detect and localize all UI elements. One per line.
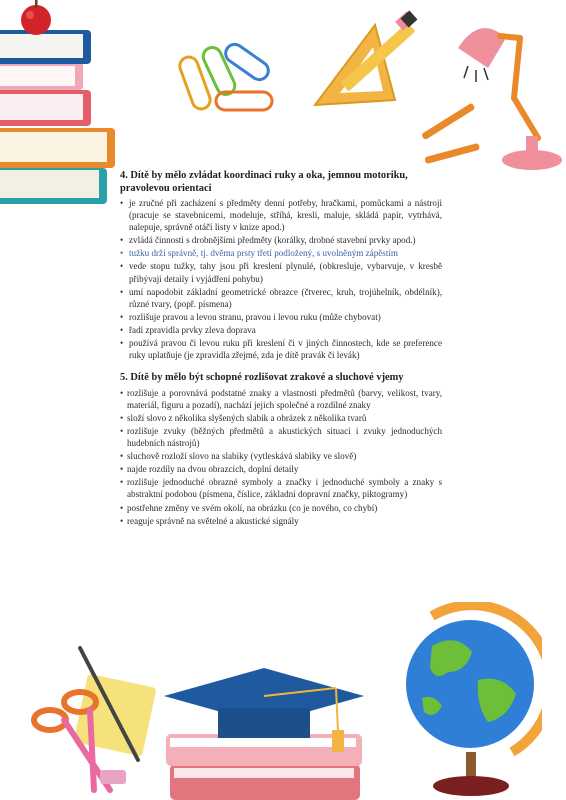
list-item: • používá pravou či levou ruku při kreslení či v jiných činnostech, kde se preference ruky uplatňuje (je zpravidla zřejmé, zda je dítě pravák či levák): [120, 337, 442, 361]
ruler-pencil-illustration: [305, 5, 430, 115]
main-content: [120, 170, 442, 528]
list-item: • postřehne změny ve svém okolí, na obrázku (co je nového, co chybí): [120, 502, 442, 514]
list-item: • rozlišuje jednoduché obrazné symboly a značky i jednoduché symboly a znaky s abstraktní podobou (písmena, číslice, základní dopravní značky, piktogramy): [120, 476, 442, 500]
bullet-list: [120, 197, 442, 361]
section-heading: 4. Dítě by mělo zvládat koordinaci ruky a oka, jemnou motoriku, pravolevou orientaci: [120, 170, 408, 194]
list-item: • řadí zpravidla prvky zleva doprava: [120, 324, 442, 336]
list-item: • rozlišuje pravou a levou stranu, pravou i levou ruku (může chybovat): [120, 311, 442, 323]
list-item: • reaguje správně na světelné a akustické signály: [120, 515, 442, 527]
desk-lamp-illustration: [418, 8, 566, 178]
list-item: • složí slovo z několika slyšených slabik a obrázek z několika tvarů: [120, 412, 442, 424]
section-heading: 5. Dítě by mělo být schopné rozlišovat zrakové a sluchové vjemy: [120, 372, 404, 384]
list-item: • sluchově rozloží slovo na slabiky (vytleskává slabiky ve slově): [120, 450, 442, 462]
list-item: • umí napodobit základní geometrické obrazce (čtverec, kruh, trojúhelník, obdélník), různé tvary, (popř. písmena): [120, 286, 442, 310]
bullet-list: [120, 387, 442, 527]
list-item-highlighted: • tužku drží správně, tj. dvěma prsty třetí podložený, s uvolněným zápěstím: [120, 247, 442, 259]
paperclips-illustration: [178, 36, 288, 122]
section-perception: [120, 372, 442, 527]
books-apple-illustration: [0, 0, 120, 215]
list-item: • najde rozdíly na dvou obrazcích, doplní detaily: [120, 463, 442, 475]
section-fine-motor-skills: [120, 170, 442, 361]
list-item: • zvládá činnosti s drobnějšími předměty (korálky, drobné stavební prvky apod.): [120, 234, 442, 246]
list-item: • rozlišuje zvuky (běžných předmětů a akustických situací i zvuky jednoduchých hudebních nástrojů): [120, 425, 442, 449]
graduation-cap-books-illustration: [160, 668, 370, 800]
list-item: • vede stopu tužky, tahy jsou při kreslení plynulé, (obkresluje, vybarvuje, v kresbě přibývají detaily i vyjádření pohybu): [120, 260, 442, 284]
list-item: • je zručné při zacházení s předměty denní potřeby, hračkami, pomůckami a nástroji (pracuje se stavebnicemi, modeluje, stříhá, kreslí, maluje, skládá papír, vytrhává, nalepuje, správně otáčí listy v knize apod.): [120, 197, 442, 233]
globe-illustration: [392, 602, 542, 800]
list-item: • rozlišuje a porovnává podstatné znaky a vlastnosti předmětů (barvy, velikost, tvary, materiál, figuru a pozadí), nachází jejich společné a rozdílné znaky: [120, 387, 442, 411]
scissors-illustration: [20, 640, 165, 800]
